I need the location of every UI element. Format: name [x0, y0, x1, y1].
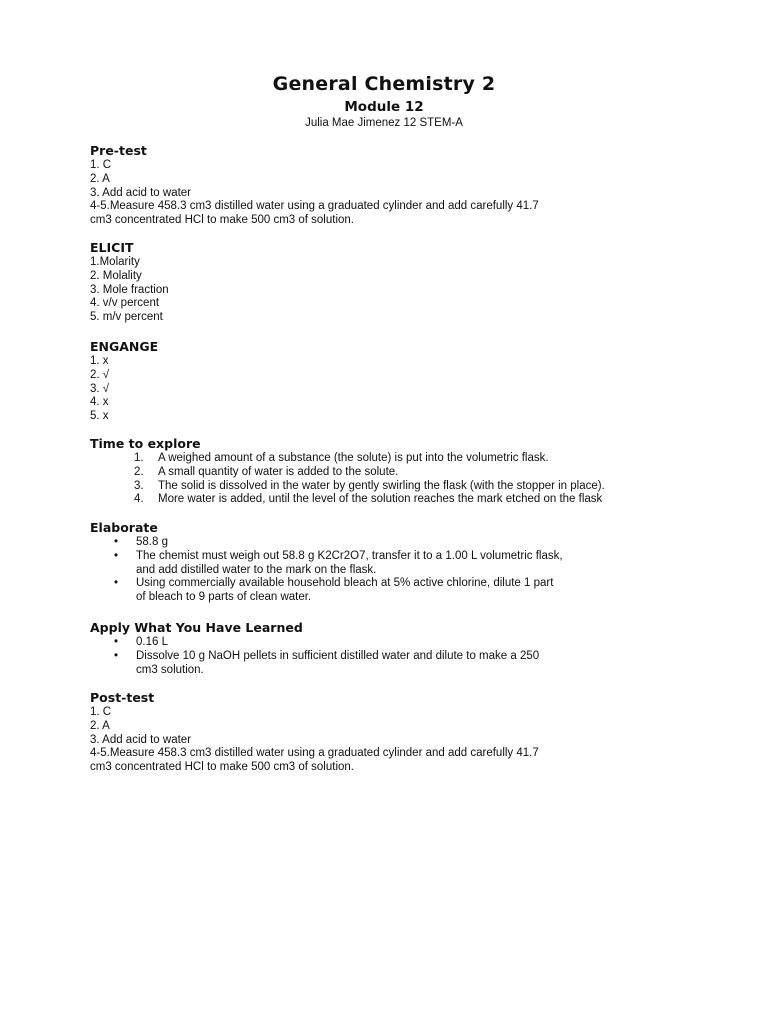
elicit-answer: 1.Molarity — [90, 256, 140, 268]
elaborate-heading: Elaborate — [90, 520, 158, 535]
list-item — [90, 577, 710, 591]
elicit-answer: 5. m/v percent — [90, 311, 163, 324]
step-number: 1. — [134, 452, 144, 464]
step-text: A small quantity of water is added to the solute. — [158, 465, 399, 478]
elaborate-section — [90, 520, 710, 605]
step-text: More water is added, until the level of the solution reaches the mark etched on the flask — [158, 493, 603, 506]
author-line: Julia Mae Jimenez 12 STEM-A — [305, 117, 463, 129]
step-text: The solid is dissolved in the water by gently swirling the flask (with the stopper in place). — [158, 479, 605, 492]
explore-step — [90, 480, 710, 494]
step-text: A weighed amount of a substance (the solute) is put into the volumetric flask. — [158, 452, 549, 464]
step-number: 4. — [134, 493, 144, 506]
pretest-answer: 2. A — [90, 172, 110, 185]
pretest-answer: 4-5.Measure 458.3 cm3 distilled water using a graduated cylinder and add carefully 41.7 — [90, 200, 539, 213]
explore-section — [90, 436, 710, 507]
page-title: General Chemistry 2 — [272, 73, 496, 95]
engange-answer: 4. x — [90, 396, 109, 409]
list-item — [90, 536, 710, 550]
item-text-continued: of bleach to 9 parts of clean water. — [136, 591, 312, 604]
step-number: 3. — [134, 479, 144, 492]
posttest-answer: cm3 concentrated HCl to make 500 cm3 of solution. — [90, 761, 354, 774]
pretest-answer: cm3 concentrated HCl to make 500 cm3 of solution. — [90, 214, 354, 227]
explore-heading: Time to explore — [90, 436, 201, 451]
list-item — [90, 650, 710, 664]
bullet-icon: • — [114, 636, 119, 648]
engange-section — [90, 339, 710, 424]
item-text: 0.16 L — [136, 636, 168, 648]
item-text: The chemist must weigh out 58.8 g K2Cr2O7, transfer it to a 1.00 L volumetric flask, — [136, 549, 563, 562]
apply-heading: Apply What You Have Learned — [90, 620, 303, 635]
step-number: 2. — [134, 465, 144, 478]
item-text: Using commercially available household bleach at 5% active chlorine, dilute 1 part — [136, 577, 554, 590]
posttest-section — [90, 690, 710, 775]
explore-step — [90, 452, 710, 466]
pretest-heading: Pre-test — [90, 143, 147, 158]
elicit-heading: ELICIT — [90, 240, 134, 255]
pretest-section — [90, 143, 710, 228]
item-text-continued: and add distilled water to the mark on the flask. — [136, 563, 377, 576]
explore-step — [90, 493, 710, 507]
item-text: 58.8 g — [136, 536, 168, 548]
bullet-icon: • — [114, 549, 119, 562]
posttest-answer: 4-5.Measure 458.3 cm3 distilled water using a graduated cylinder and add carefully 41.7 — [90, 747, 539, 760]
elicit-answer: 3. Mole fraction — [90, 283, 169, 296]
engange-answer: 2. √ — [90, 368, 110, 381]
posttest-answer: 2. A — [90, 719, 110, 732]
posttest-answer: 1. C — [90, 706, 112, 718]
elicit-answer: 4. v/v percent — [90, 297, 160, 310]
list-item — [90, 636, 710, 650]
pretest-answer: 3. Add acid to water — [90, 186, 192, 199]
engange-answer: 3. √ — [90, 382, 110, 395]
apply-section — [90, 620, 710, 677]
bullet-icon: • — [114, 649, 119, 662]
pretest-answer: 1. C — [90, 159, 112, 171]
item-text-continued: cm3 solution. — [136, 663, 204, 676]
engange-heading: ENGANGE — [90, 339, 159, 354]
engange-answer: 1. x — [90, 355, 109, 367]
posttest-answer: 3. Add acid to water — [90, 733, 192, 746]
explore-step — [90, 466, 710, 480]
elicit-answer: 2. Molality — [90, 269, 142, 282]
engange-answer: 5. x — [90, 410, 109, 423]
item-text: Dissolve 10 g NaOH pellets in sufficient distilled water and dilute to make a 250 — [136, 649, 540, 662]
posttest-heading: Post-test — [90, 690, 155, 705]
list-item — [90, 550, 710, 564]
elicit-section — [90, 240, 710, 325]
module-subtitle: Module 12 — [344, 99, 424, 115]
bullet-icon: • — [114, 536, 119, 548]
bullet-icon: • — [114, 577, 119, 590]
